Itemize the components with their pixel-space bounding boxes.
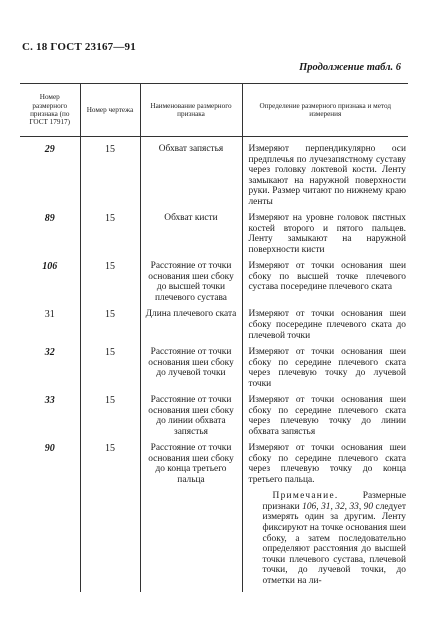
note-label: Примечание. (272, 491, 339, 502)
feature-name: Расстояние от точки основания шеи сбоку до высшей точки плечевого сустава (140, 261, 242, 309)
table-row (20, 347, 408, 395)
feature-name: Обхват запястья (140, 137, 242, 214)
feature-name: Расстояние от точки основания шеи сбоку до лучевой точки (140, 347, 242, 395)
table-row (20, 213, 408, 261)
feature-definition: Измеряют от точки основания шеи сбоку по высшей точке плечевого сустава посередине плечевого ската (242, 261, 408, 309)
feature-name: Расстояние от точки основания шеи сбоку до линии обхвата запястья (140, 395, 242, 443)
column-header-feature-number: Номер размерного признака (по ГОСТ 17917) (20, 84, 80, 137)
drawing-number: 15 (80, 395, 140, 443)
table-row (20, 137, 408, 214)
feature-number: 33 (44, 395, 55, 407)
feature-name: Расстояние от точки основания шеи сбоку до конца третьего пальца (140, 443, 242, 592)
feature-number: 31 (44, 309, 55, 321)
feature-number: 29 (44, 144, 55, 155)
feature-number: 106 (42, 261, 58, 273)
note-feature-numbers: 106, 31, 32, 33, 90 (302, 501, 374, 512)
feature-definition: Измеряют от точки основания шеи сбоку по середине плечевого ската через плечевую точку до линии обхвата запястья (242, 395, 408, 443)
feature-number: 32 (44, 347, 55, 359)
drawing-number: 15 (80, 261, 140, 309)
drawing-number: 15 (80, 443, 140, 592)
feature-definition: Измеряют на уровне головок пястных костей второго и пятого пальцев. Ленту замыкают на наружной поверхности кисти (242, 213, 408, 261)
feature-name: Обхват кисти (140, 213, 242, 261)
measurement-table (20, 83, 408, 592)
column-header-definition: Определение размерного признака и метод измерения (242, 84, 408, 137)
note-text-after: следует измерять один за другим. Ленту фиксируют на точке основания шеи сбоку, а затем последовательно определяют расстояния до высшей точки плечевого сустава, плечевой точки, до лучевой точки, до отметки на ли- (262, 501, 406, 586)
drawing-number: 15 (80, 309, 140, 347)
table-header-row (20, 84, 408, 137)
feature-number: 90 (44, 443, 55, 455)
feature-definition: Измеряют от точки основания шеи сбоку по середине плечевого ската через плечевую точку до конца третьего пальца. (248, 443, 406, 485)
drawing-number: 15 (80, 213, 140, 261)
table-row (20, 261, 408, 309)
note-text-before: Размерные признаки (262, 491, 406, 512)
feature-definition: Измеряют от точки основания шеи сбоку по середине плечевого ската через плечевую точку до лучевой точки (242, 347, 408, 395)
column-header-feature-name: Наименование размерного признака (140, 84, 242, 137)
column-header-drawing-number: Номер чертежа (80, 84, 140, 137)
feature-definition-with-note (242, 443, 408, 592)
table-row (20, 395, 408, 443)
drawing-number: 15 (80, 137, 140, 214)
drawing-number: 15 (80, 347, 140, 395)
table-continuation-label: Продолжение табл. 6 (299, 62, 401, 73)
table-row (20, 443, 408, 592)
table-note (263, 491, 407, 586)
page-header: С. 18 ГОСТ 23167—91 (22, 41, 136, 53)
feature-name: Длина плечевого ската (140, 309, 242, 347)
table-row (20, 309, 408, 347)
feature-definition: Измеряют перпендикулярно оси предплечья по лучезапястному суставу через головку локтевой кости. Ленту замыкают на наружной поверхности руки. Размер читают по нижнему краю ленты (242, 137, 408, 214)
feature-definition: Измеряют от точки основания шеи сбоку посередине плечевого ската до плечевой точки (242, 309, 408, 347)
feature-number: 89 (44, 213, 55, 225)
